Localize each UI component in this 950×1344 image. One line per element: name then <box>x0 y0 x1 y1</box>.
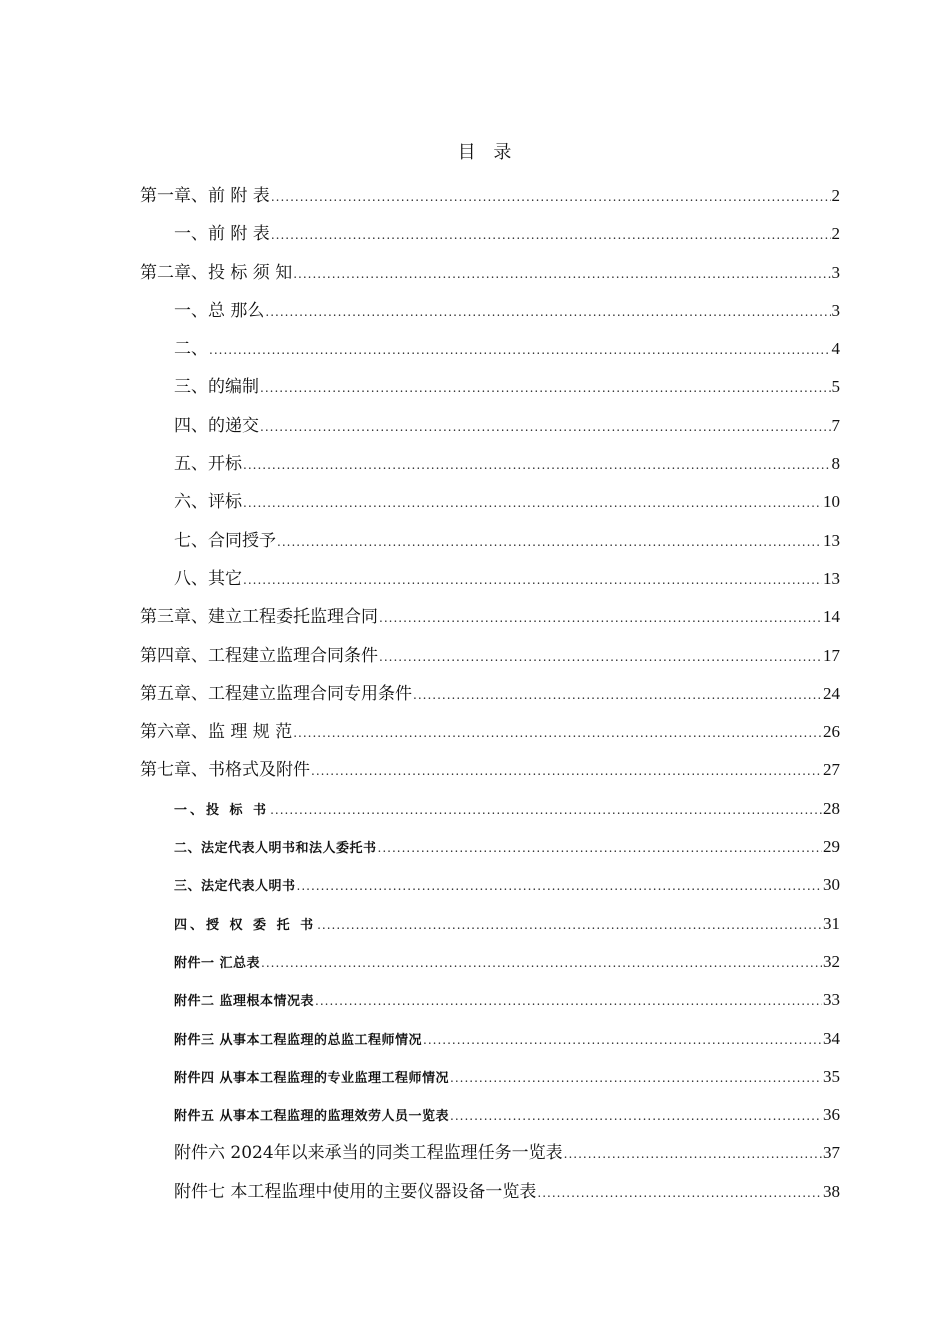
toc-entry-label: 附件五 从事本工程监理的监理效劳人员一览表 <box>174 1109 450 1125</box>
toc-entry-label: 附件六 2024年以来承当的同类工程监理任务一览表 <box>174 1143 563 1164</box>
toc-entry-page: 8 <box>831 454 840 474</box>
toc-entry-page: 27 <box>823 760 840 780</box>
dot-leader <box>243 561 822 599</box>
toc-entry-label: 二、法定代表人明书和法人委托书 <box>174 841 377 857</box>
toc-entry[interactable] <box>140 905 840 943</box>
toc-entry[interactable] <box>140 215 840 253</box>
toc-entry-page: 37 <box>823 1143 840 1163</box>
toc-entry-label: 附件四 从事本工程监理的专业监理工程师情况 <box>174 1070 450 1086</box>
toc-entry[interactable] <box>140 1096 840 1134</box>
toc-entry-page: 34 <box>823 1028 840 1048</box>
toc-entry-page: 28 <box>823 798 840 818</box>
toc-entry[interactable] <box>140 292 840 330</box>
toc-entry-page: 17 <box>823 645 840 665</box>
toc-entry[interactable] <box>140 790 840 828</box>
toc-entry[interactable] <box>140 483 840 521</box>
dot-leader <box>293 255 830 293</box>
dot-leader <box>271 216 831 254</box>
toc-entry-label: 第三章、建立工程委托监理合同 <box>140 607 378 628</box>
toc-entry-label: 第五章、工程建立监理合同专用条件 <box>140 683 412 704</box>
toc-entry-page: 31 <box>823 913 840 933</box>
toc-entry-page: 13 <box>823 568 840 588</box>
toc-entry-page: 2 <box>831 224 840 244</box>
dot-leader <box>261 944 822 982</box>
toc-entry[interactable] <box>140 445 840 483</box>
toc-entry-label: 第六章、监 理 规 范 <box>140 722 293 743</box>
toc-entry[interactable] <box>140 1134 840 1172</box>
toc-entry-label: 一、总 那么 <box>174 300 265 321</box>
toc-entry-label: 第四章、工程建立监理合同条件 <box>140 645 378 666</box>
toc-entry[interactable] <box>140 1020 840 1058</box>
dot-leader <box>537 1174 822 1212</box>
dot-leader <box>379 638 822 676</box>
dot-leader <box>378 829 822 867</box>
toc-entry[interactable] <box>140 866 840 904</box>
dot-leader <box>450 1059 822 1097</box>
dot-leader <box>564 1135 822 1173</box>
dot-leader <box>243 484 822 522</box>
toc-entry-page: 24 <box>823 683 840 703</box>
toc-entry-label: 七、合同授予 <box>174 530 276 551</box>
toc-entry-label: 三、的编制 <box>174 377 259 398</box>
toc-entry-label: 附件一 汇总表 <box>174 955 261 971</box>
dot-leader <box>293 714 822 752</box>
toc-entry-page: 3 <box>831 300 840 320</box>
toc-entry[interactable] <box>140 330 840 368</box>
toc-entry[interactable] <box>140 522 840 560</box>
toc-entry-page: 13 <box>823 530 840 550</box>
toc-entry-page: 7 <box>831 415 840 435</box>
toc-entry[interactable] <box>140 598 840 636</box>
toc-entry-page: 3 <box>831 262 840 282</box>
table-of-contents <box>140 177 840 1211</box>
toc-entry-label: 一、前 附 表 <box>174 224 270 245</box>
toc-entry-label: 第二章、投 标 须 知 <box>140 262 293 283</box>
dot-leader <box>260 408 831 446</box>
dot-leader <box>317 906 822 944</box>
toc-entry-label: 四、授 权 委 托 书 <box>174 917 317 933</box>
toc-entry-page: 35 <box>823 1066 840 1086</box>
dot-leader <box>450 1097 822 1135</box>
dot-leader <box>260 369 831 407</box>
toc-entry[interactable] <box>140 254 840 292</box>
toc-entry-page: 26 <box>823 722 840 742</box>
toc-entry-label: 四、的递交 <box>174 415 259 436</box>
toc-entry-page: 36 <box>823 1105 840 1125</box>
toc-entry-label: 五、开标 <box>174 454 242 475</box>
toc-entry-label: 附件二 监理根本情况表 <box>174 994 315 1010</box>
toc-entry-page: 10 <box>823 492 840 512</box>
toc-entry[interactable] <box>140 560 840 598</box>
dot-leader <box>311 752 822 790</box>
dot-leader <box>270 791 822 829</box>
dot-leader <box>423 1021 822 1059</box>
dot-leader <box>243 446 831 484</box>
toc-entry[interactable] <box>140 177 840 215</box>
toc-entry-page: 32 <box>823 951 840 971</box>
toc-entry-label: 一、投 标 书 <box>174 802 270 818</box>
toc-entry-page: 38 <box>823 1181 840 1201</box>
toc-entry[interactable] <box>140 981 840 1019</box>
toc-entry-label: 第一章、前 附 表 <box>140 186 270 206</box>
toc-entry[interactable] <box>140 1173 840 1211</box>
toc-entry-label: 附件七 本工程监理中使用的主要仪器设备一览表 <box>174 1181 537 1202</box>
toc-entry-page: 14 <box>823 607 840 627</box>
dot-leader <box>209 331 831 369</box>
toc-entry[interactable] <box>140 368 840 406</box>
toc-entry-page: 29 <box>823 837 840 857</box>
dot-leader <box>297 867 822 905</box>
toc-entry-page: 4 <box>831 339 840 359</box>
toc-entry-page: 5 <box>831 377 840 397</box>
toc-entry-page: 2 <box>831 186 840 205</box>
toc-entry-label: 八、其它 <box>174 568 242 589</box>
toc-entry[interactable] <box>140 751 840 789</box>
dot-leader <box>379 599 822 637</box>
dot-leader <box>413 676 822 714</box>
toc-entry-label: 二、 <box>174 339 208 360</box>
toc-entry[interactable] <box>140 1058 840 1096</box>
toc-entry[interactable] <box>140 713 840 751</box>
toc-entry-label: 第七章、书格式及附件 <box>140 760 310 781</box>
toc-entry[interactable] <box>140 675 840 713</box>
dot-leader <box>271 178 831 216</box>
toc-entry[interactable] <box>140 943 840 981</box>
toc-entry-page: 30 <box>823 875 840 895</box>
dot-leader <box>265 293 830 331</box>
toc-title: 目 录 <box>457 142 518 163</box>
toc-entry[interactable] <box>140 637 840 675</box>
toc-entry-label: 附件三 从事本工程监理的总监工程师情况 <box>174 1032 423 1048</box>
toc-entry[interactable] <box>140 828 840 866</box>
toc-entry-page: 33 <box>823 990 840 1010</box>
dot-leader <box>277 523 822 561</box>
toc-entry[interactable] <box>140 407 840 445</box>
toc-entry-label: 三、法定代表人明书 <box>174 879 296 895</box>
dot-leader <box>315 982 822 1020</box>
toc-entry-label: 六、评标 <box>174 492 242 513</box>
